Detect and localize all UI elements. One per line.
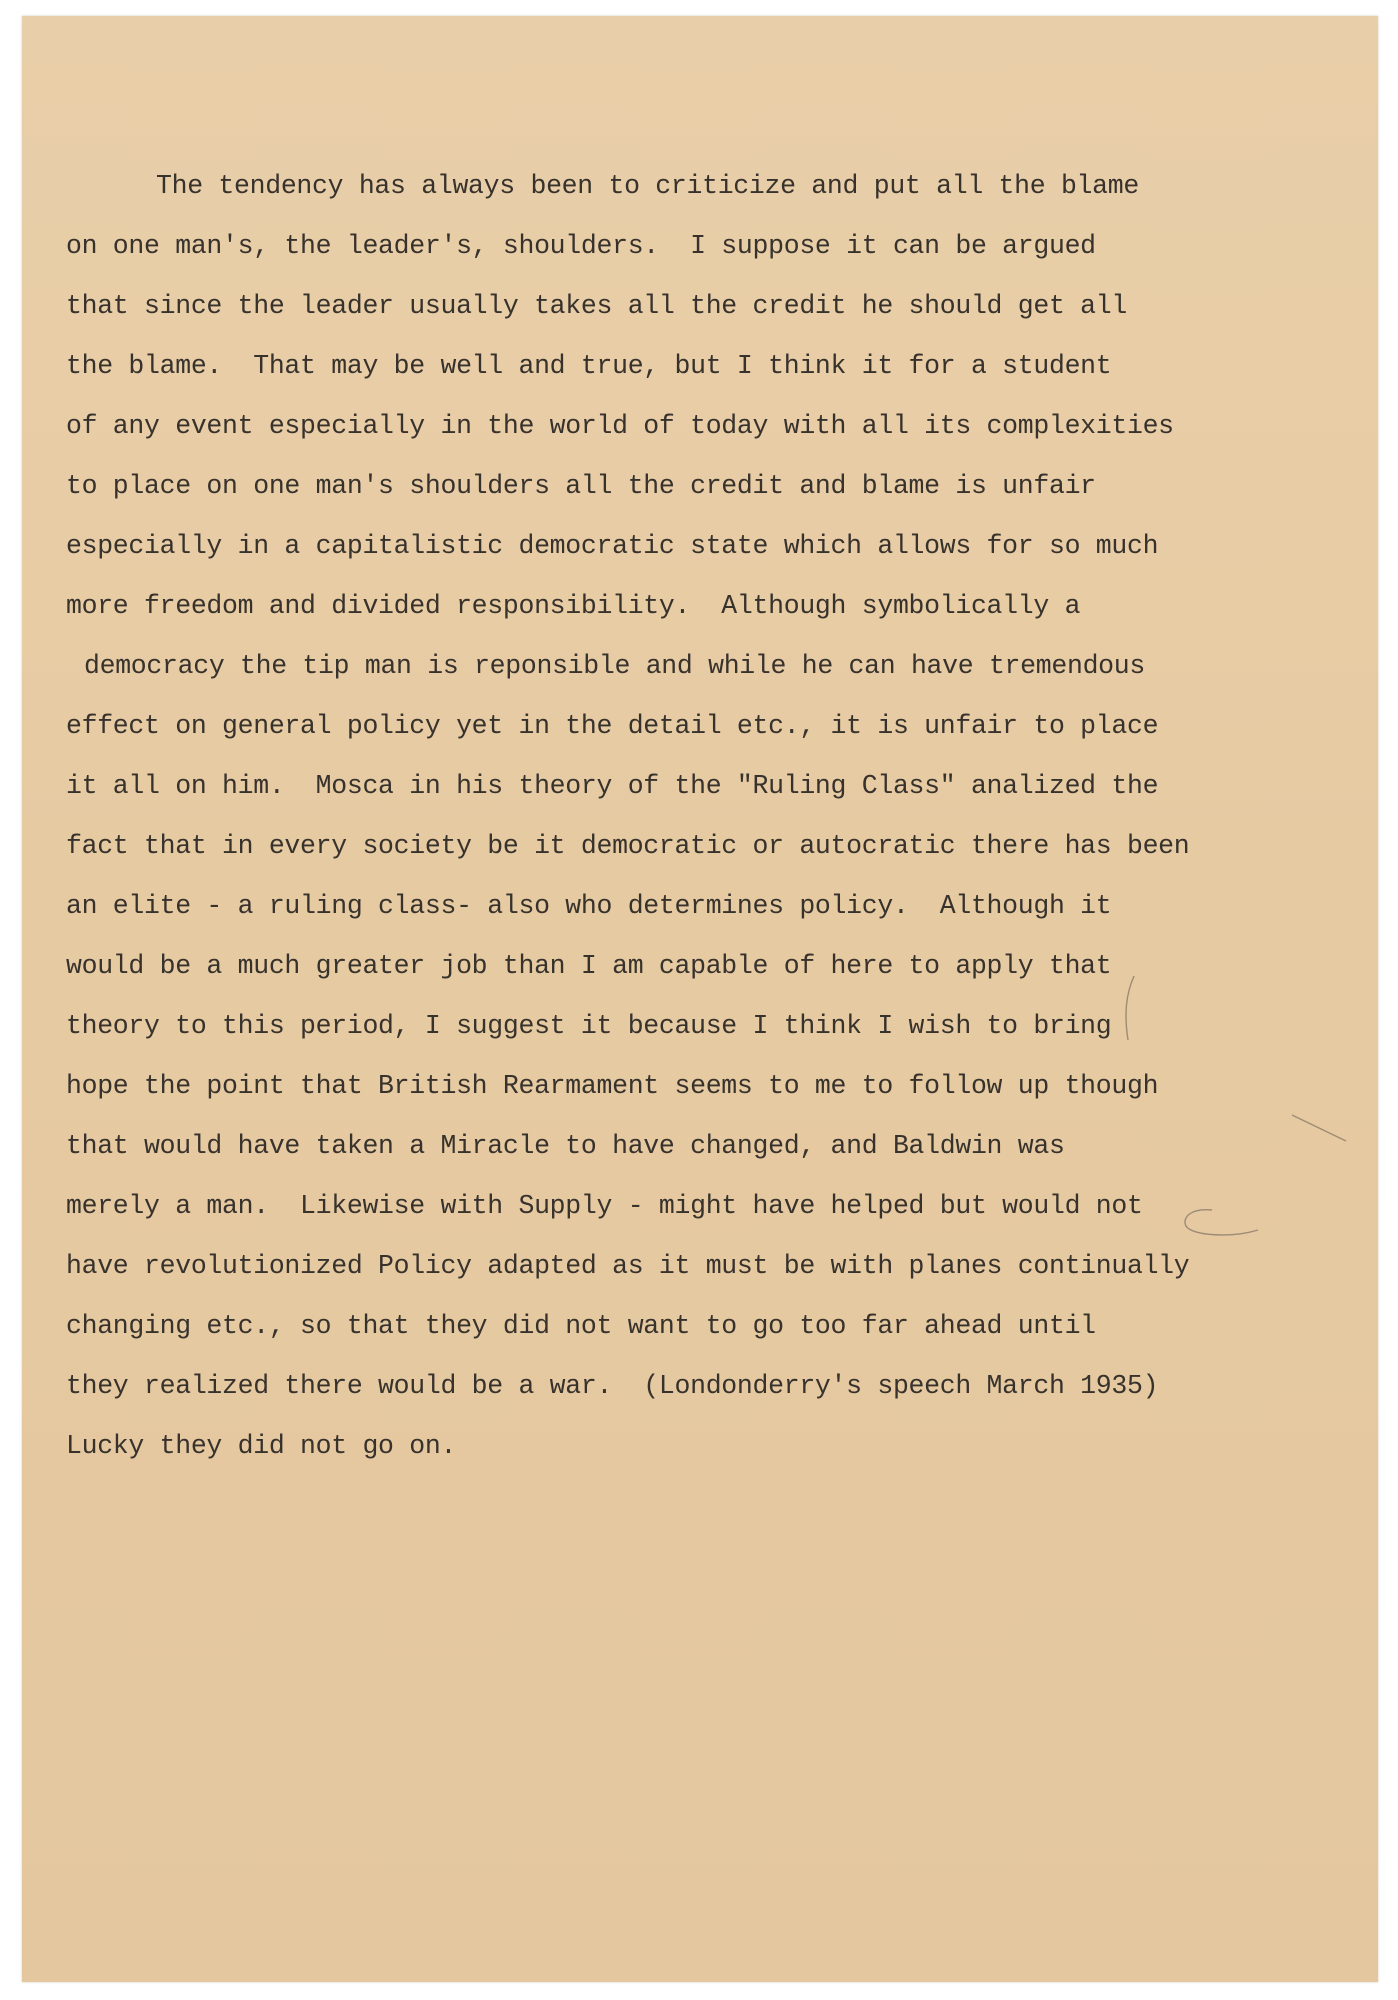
text-line-4: the blame. That may be well and true, but I think it for a student — [66, 351, 1112, 381]
typed-paragraph — [66, 156, 1366, 1476]
text-line-16: hope the point that British Rearmament seems to me to follow up though — [66, 1071, 1159, 1101]
text-line-5: of any event especially in the world of today with all its complexities — [66, 411, 1174, 441]
text-line-7: especially in a capitalistic democratic state which allows for so much — [66, 531, 1159, 561]
text-line-2: on one man's, the leader's, shoulders. I suppose it can be argued — [66, 231, 1096, 261]
text-line-17: that would have taken a Miracle to have changed, and Baldwin was — [66, 1131, 1065, 1161]
text-line-8: more freedom and divided responsibility. Although symbolically a — [66, 591, 1081, 621]
text-line-10: effect on general policy yet in the detail etc., it is unfair to place — [66, 711, 1159, 741]
text-line-13: an elite - a ruling class- also who determines policy. Although it — [66, 891, 1112, 921]
text-line-12: fact that in every society be it democratic or autocratic there has been — [66, 831, 1190, 861]
text-line-14: would be a much greater job than I am capable of here to apply that — [66, 951, 1112, 981]
text-line-15: theory to this period, I suggest it because I think I wish to bring — [66, 1011, 1112, 1041]
text-line-11: it all on him. Mosca in his theory of the "Ruling Class" analized the — [66, 771, 1159, 801]
typed-page — [22, 16, 1378, 1982]
text-line-21: they realized there would be a war. (Londonderry's speech March 1935) — [66, 1371, 1159, 1401]
text-line-18: merely a man. Likewise with Supply - might have helped but would not — [66, 1191, 1143, 1221]
text-line-1: The tendency has always been to criticize and put all the blame — [156, 171, 1139, 201]
text-line-3: that since the leader usually takes all the credit he should get all — [66, 291, 1127, 321]
text-line-9: democracy the tip man is reponsible and while he can have tremendous — [84, 651, 1145, 681]
text-line-6: to place on one man's shoulders all the credit and blame is unfair — [66, 471, 1096, 501]
text-line-22: Lucky they did not go on. — [66, 1431, 457, 1461]
text-line-20: changing etc., so that they did not want to go too far ahead until — [66, 1311, 1096, 1341]
text-line-19: have revolutionized Policy adapted as it must be with planes continually — [66, 1251, 1190, 1281]
